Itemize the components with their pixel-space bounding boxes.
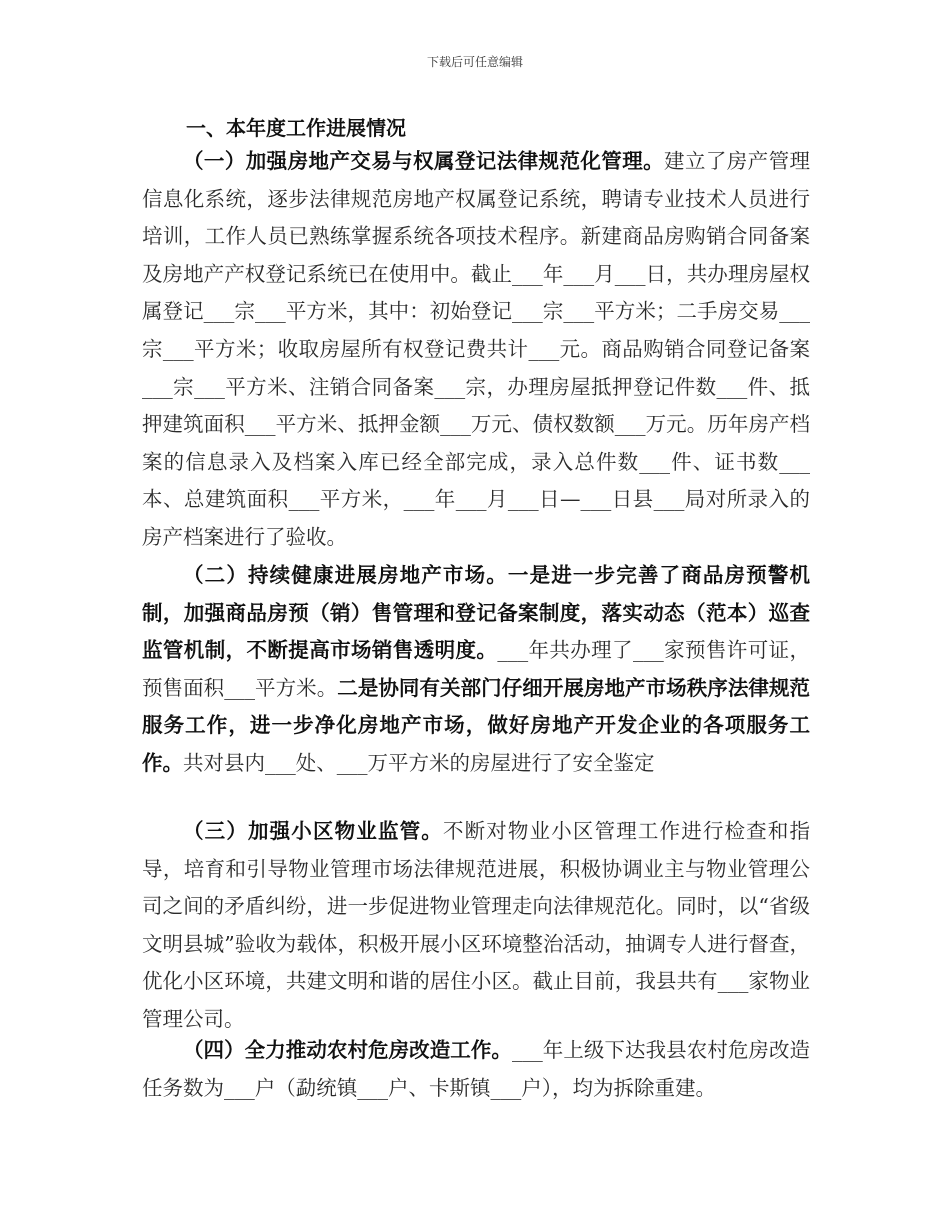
paragraph-2-body2: 共对县内___处、___万平方米的房屋进行了安全鉴定 [183,750,655,775]
page-header: 下载后可任意编辑 [426,55,523,69]
paragraph-2 [142,557,810,783]
paragraph-3-body: 不断对物业小区管理工作进行检查和指导，培育和引导物业管理市场法律规范进展，积极协调业主与物业管理公司之间的矛盾纠纷，进一步促进物业管理走向法律规范化。同时，以“省级文明县城”验收为载体，积极开展小区环境整治活动，抽调专人进行督查，优化小区环境，共建文明和谐的居住小区。截止目前，我县共有___家物业管理公司。 [142,819,811,1031]
paragraph-1-lead: （一）加强房地产交易与权属登记法律规范化管理。 [183,149,665,173]
paragraph-1-body: 建立了房产管理信息化系统，逐步法律规范房地产权属登记系统，聘请专业技术人员进行培训，工作人员已熟练掌握系统各项技术程序。新建商品房购销合同备案及房地产产权登记系统已在使用中。截止___年___月___日，共办理房屋权属登记___宗___平方米，其中：初始登记___宗___平方米；二手房交易___宗___平方米；收取房屋所有权登记费共计___元。商品购销合同登记备案___宗___平方米、注销合同备案___宗，办理房屋抵押登记件数___件、抵押建筑面积___平方米、抵押金额___万元、债权数额___万元。历年房产档案的信息录入及档案入库已经全部完成，录入总件数___件、证书数___本、总建筑面积___平方米，___年___月___日—___日县___局对所录入的房产档案进行了验收。 [142,149,811,549]
section-heading: 一、本年度工作进展情况 [186,116,406,140]
paragraph-3-lead: （三）加强小区物业监管。 [183,819,443,843]
paragraph-1 [142,143,810,557]
paragraph-2-mid: 二是协同有关部门仔细开展房地产市场秩序法律规范服务工作，进一步净化房地产市场，做好房地产开发企业的各项服务工作。 [142,675,811,775]
paragraph-2-lead: （二）持续健康进展房地产市场。一是进一步完善了商品房预警机制，加强商品房预（销）售管理和登记备案制度，落实动态（范本）巡查监管机制，不断提高市场销售透明度。 [142,563,810,663]
paragraph-4 [142,1032,810,1107]
paragraph-4-lead: （四）全力推动农村危房改造工作。 [183,1038,512,1062]
paragraph-2-body: ___年共办理了___家预售许可证，预售面积___平方米。 [142,638,811,700]
paragraph-4-body: ___年上级下达我县农村危房改造任务数为___户（勐统镇___户、卡斯镇___户），均为拆除重建。 [142,1038,811,1100]
paragraph-3 [142,813,810,1039]
